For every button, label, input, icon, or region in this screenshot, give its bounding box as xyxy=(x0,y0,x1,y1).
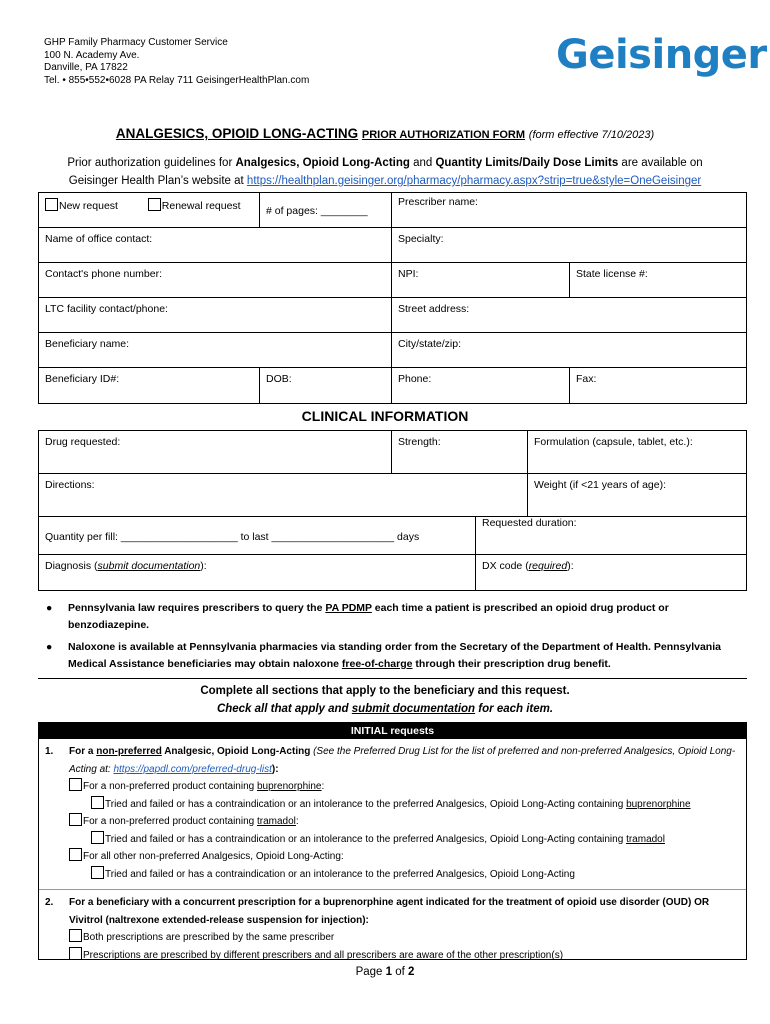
street-address-field[interactable]: Street address: xyxy=(392,298,746,333)
initial-requests-section xyxy=(38,722,747,960)
option-end: : xyxy=(295,816,299,827)
pdl-link[interactable]: https://papdl.com/preferred-drug-list xyxy=(113,763,272,775)
clinical-grid xyxy=(38,430,747,591)
item1-text-b: Analgesic, Opioid Long-Acting xyxy=(161,746,314,757)
diagnosis-label: Diagnosis ( xyxy=(45,560,98,572)
specialty-field[interactable]: Specialty: xyxy=(392,228,746,263)
address-line: Tel. • 855•552•6028 PA Relay 711 GeisingerHealthPlan.com xyxy=(44,74,310,86)
item2-text: For a beneficiary with a concurrent prescription for a buprenorphine agent indicated for the treatment of opioid use disorder (OUD) OR Vivitrol (naltrexone extended-release suspension for injection): xyxy=(69,897,710,926)
prescriber-name-field[interactable]: Prescriber name: xyxy=(392,193,746,228)
item1-option-1-sub xyxy=(69,796,736,814)
criteria-item-2 xyxy=(39,889,746,964)
pa-pdmp-link[interactable]: PA PDMP xyxy=(325,602,372,614)
item1-option-2-sub xyxy=(69,831,736,849)
item1-italic: (See the Preferred Drug List for the list of preferred and non-preferred Analgesics, Opioid Long-Acting at: xyxy=(69,746,736,775)
address-line: Danville, PA 17822 xyxy=(44,62,128,73)
quantity-field[interactable]: Quantity per fill: ____________________ to last _____________________ days xyxy=(39,517,476,555)
form-title xyxy=(0,126,770,141)
item-number: 1. xyxy=(45,746,54,757)
directions-field[interactable]: Directions: xyxy=(39,474,528,517)
option-checkbox[interactable] xyxy=(69,929,82,942)
item1-option-2 xyxy=(69,813,736,831)
info-grid xyxy=(38,192,747,404)
diagnosis-field[interactable] xyxy=(39,555,476,590)
new-request-label: New request xyxy=(59,200,118,212)
submit-documentation-text: submit documentation xyxy=(97,560,201,572)
option-text: For a non-preferred product containing xyxy=(83,781,257,792)
option-checkbox[interactable] xyxy=(91,866,104,879)
office-contact-field[interactable]: Name of office contact: xyxy=(39,228,392,263)
item1-underlined: non-preferred xyxy=(96,746,162,757)
bullet-icon: ● xyxy=(46,641,53,653)
dob-field[interactable]: DOB: xyxy=(260,368,392,403)
requested-duration-field[interactable]: Requested duration: xyxy=(476,517,746,555)
option-checkbox[interactable] xyxy=(69,813,82,826)
notice-bullets xyxy=(44,600,724,678)
fax-field[interactable]: Fax: xyxy=(576,373,597,385)
option-text: Prescriptions are prescribed by different prescribers and all prescribers are aware of the other prescription(s) xyxy=(83,949,564,961)
option-underlined: buprenorphine xyxy=(257,781,322,792)
address-line: GHP Family Pharmacy Customer Service xyxy=(44,37,228,48)
contact-phone-field[interactable]: Contact's phone number: xyxy=(39,263,392,298)
option-checkbox[interactable] xyxy=(91,796,104,809)
option-text: Tried and failed or has a contraindication or an intolerance to the preferred Analgesics, Opioid Long-Acting containing xyxy=(105,833,627,845)
intro-text: and xyxy=(409,157,436,169)
item2-option-2 xyxy=(69,947,736,965)
address-line: 100 N. Academy Ave. xyxy=(44,49,140,61)
option-checkbox[interactable] xyxy=(91,831,104,844)
instructions-text-end: for each item. xyxy=(475,703,554,715)
naloxone-text: Naloxone is available at Pennsylvania pharmacies via standing order from the Secretary of the Department of Health. Pennsylvania Medical Assistance beneficiaries may obtain naloxone xyxy=(68,641,721,670)
clinical-info-title: CLINICAL INFORMATION xyxy=(301,408,469,424)
geisinger-logo: Geisinger xyxy=(556,32,767,78)
option-text: For all other non-preferred Analgesics, Opioid Long-Acting: xyxy=(83,851,344,862)
option-text: Tried and failed or has a contraindication or an intolerance to the preferred Analgesics, Opioid Long-Acting xyxy=(105,868,575,880)
page-number: 1 xyxy=(385,966,393,978)
dx-label-end: ): xyxy=(567,560,574,572)
instructions-line-2 xyxy=(0,700,770,718)
intro-bold: Quantity Limits/Daily Dose Limits xyxy=(435,157,619,169)
beneficiary-name-field[interactable]: Beneficiary name: xyxy=(39,333,392,368)
option-checkbox[interactable] xyxy=(69,947,82,960)
guidelines-link[interactable]: https://healthplan.geisinger.org/pharmacy/pharmacy.aspx?strip=true&style=OneGeisinger xyxy=(246,175,702,187)
option-text: Tried and failed or has a contraindication or an intolerance to the preferred Analgesics, Opioid Long-Acting containing xyxy=(105,798,627,810)
bullet-icon: ● xyxy=(46,602,53,614)
option-end: : xyxy=(321,781,325,792)
naloxone-notice xyxy=(44,639,724,673)
option-underlined: buprenorphine xyxy=(626,798,691,810)
phone-field[interactable]: Phone: xyxy=(392,368,570,403)
renewal-request-label: Renewal request xyxy=(161,200,241,212)
required-text: required xyxy=(528,560,568,572)
option-underlined: tramadol xyxy=(257,816,296,827)
diagnosis-label-end: ): xyxy=(200,560,207,572)
beneficiary-id-field[interactable]: Beneficiary ID#: xyxy=(39,368,260,403)
request-type-cell xyxy=(39,193,260,228)
dx-code-field[interactable] xyxy=(476,555,746,590)
item1-option-3-sub xyxy=(69,866,736,884)
item1-option-3 xyxy=(69,848,736,866)
option-text: Both prescriptions are prescribed by the same prescriber xyxy=(83,932,335,943)
initial-items xyxy=(39,743,746,964)
title-effective: (form effective 7/10/2023) xyxy=(528,129,655,141)
address-block xyxy=(44,37,309,87)
pages-field[interactable]: # of pages: ________ xyxy=(260,193,392,228)
state-license-field[interactable]: State license #: xyxy=(570,263,746,298)
item1-text: For a xyxy=(69,746,97,757)
page-of: of xyxy=(392,966,409,978)
submit-documentation-link[interactable]: submit documentation xyxy=(351,703,476,715)
option-checkbox[interactable] xyxy=(69,848,82,861)
item2-option-1 xyxy=(69,929,736,947)
item-number: 2. xyxy=(45,897,54,908)
intro-text: are available on Geisinger Health Plan’s website at xyxy=(68,157,703,187)
free-of-charge-link[interactable]: free-of-charge xyxy=(341,658,413,670)
intro-paragraph xyxy=(44,154,726,190)
option-checkbox[interactable] xyxy=(69,778,82,791)
page-label: Page xyxy=(355,966,386,978)
pdmp-text-end: each time a patient is prescribed an opioid drug product or benzodiazepine. xyxy=(68,602,669,631)
page-footer xyxy=(0,966,770,978)
option-text: For a non-preferred product containing xyxy=(83,816,257,827)
renewal-request-checkbox[interactable] xyxy=(148,198,161,211)
instructions-text: Check all that apply and xyxy=(216,703,352,715)
pdmp-notice xyxy=(44,600,724,634)
weight-field[interactable]: Weight (if <21 years of age): xyxy=(528,474,746,517)
criteria-item-1 xyxy=(39,743,746,883)
city-state-zip-field[interactable]: City/state/zip: xyxy=(392,333,746,368)
instructions xyxy=(0,682,770,718)
initial-requests-header: INITIAL requests xyxy=(39,723,746,739)
naloxone-text-end: through their prescription drug benefit. xyxy=(412,658,611,670)
formulation-field[interactable]: Formulation (capsule, tablet, etc.): xyxy=(528,431,746,474)
drug-requested-field[interactable]: Drug requested: xyxy=(39,431,392,474)
dx-label: DX code ( xyxy=(482,560,529,572)
title-form: PRIOR AUTHORIZATION FORM xyxy=(361,129,526,141)
item1-option-1 xyxy=(69,778,736,796)
strength-field[interactable]: Strength: xyxy=(392,431,528,474)
npi-field[interactable]: NPI: xyxy=(392,263,570,298)
item1-end: ): xyxy=(271,763,279,775)
new-request-checkbox[interactable] xyxy=(45,198,58,211)
title-main: ANALGESICS, OPIOID LONG-ACTING xyxy=(115,126,359,141)
instructions-line-1: Complete all sections that apply to the beneficiary and this request. xyxy=(200,685,570,697)
intro-bold: Analgesics, Opioid Long-Acting xyxy=(235,157,410,169)
divider xyxy=(38,678,747,679)
ltc-contact-field[interactable]: LTC facility contact/phone: xyxy=(39,298,392,333)
intro-text: Prior authorization guidelines for xyxy=(67,157,236,169)
option-underlined: tramadol xyxy=(626,833,665,845)
page-total: 2 xyxy=(408,966,415,978)
pdmp-text: Pennsylvania law requires prescribers to query the xyxy=(68,602,326,614)
